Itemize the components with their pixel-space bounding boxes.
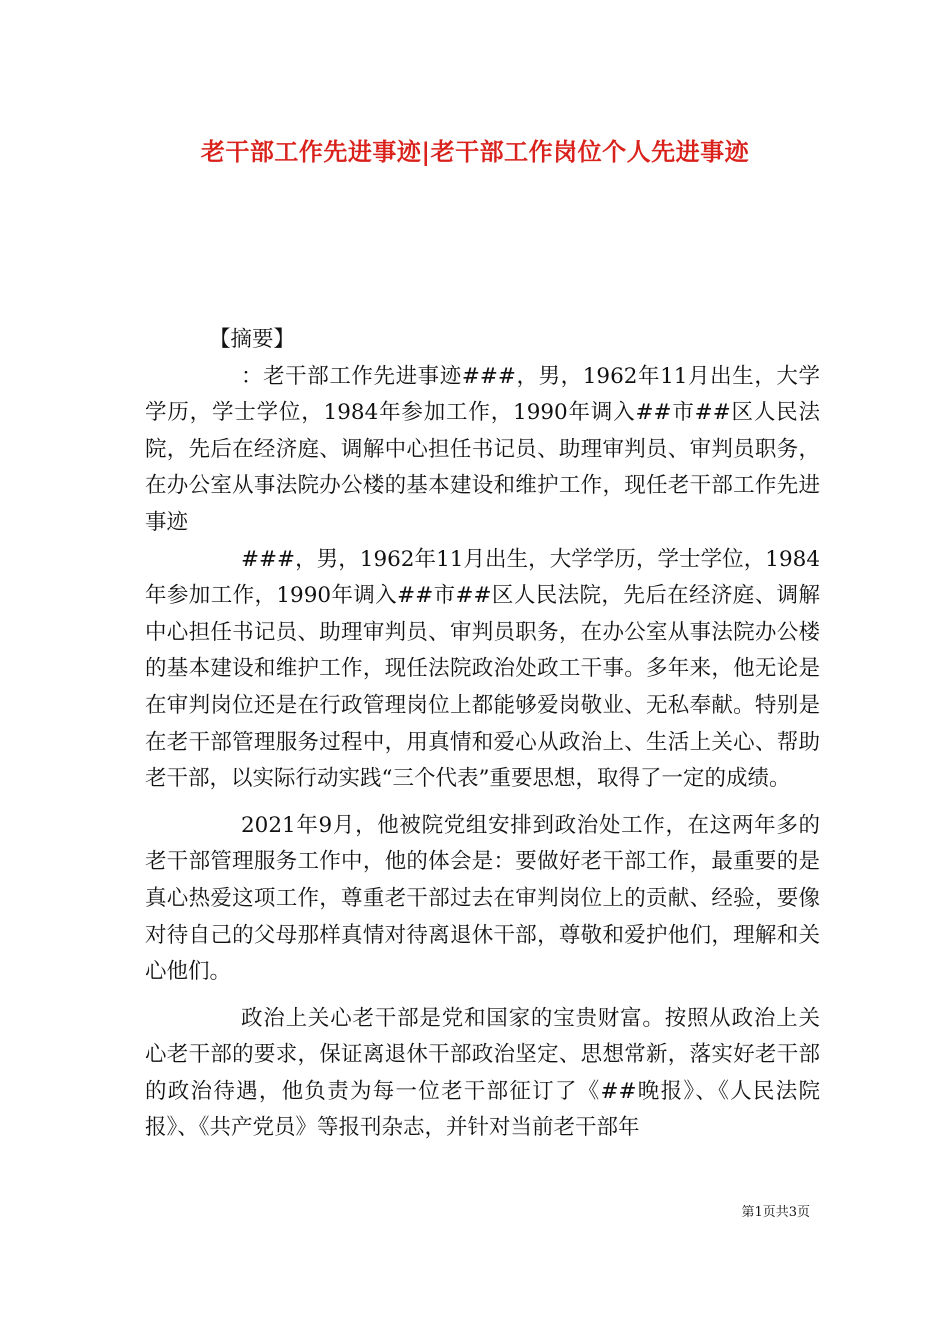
paragraph-4: 政治上关心老干部是党和国家的宝贵财富。按照从政治上关心老干部的要求，保证离退休干部政治坚定、思想常新，落实好老干部的政治待遇，他负责为每一位老干部征订了《##晚报》、《人民法院报》、《共产党员》等报刊杂志，并针对当前老干部年 [145,1005,820,1141]
paragraph-2: ###，男，1962年11月出生，大学学历，学士学位，1984年参加工作，1990年调入##市##区人民法院，先后在经济庭、调解中心担任书记员、助理审判员、审判员职务，在办公室从事法院办公楼的基本建设和维护工作，现任法院政治处政工干事。多年来，他无论是在审判岗位还是在行政管理岗位上都能够爱岗敬业、无私奉献。特别是在老干部管理服务过程中，用真情和爱心从政治上、生活上关心、帮助老干部，以实际行动实践“三个代表”重要思想，取得了一定的成绩。 [145,546,820,792]
paragraph-1: ：老干部工作先进事迹###，男，1962年11月出生，大学学历，学士学位，1984年参加工作，1990年调入##市##区人民法院，先后在经济庭、调解中心担任书记员、助理审判员、审判员职务，在办公室从事法院办公楼的基本建设和维护工作，现任老干部工作先进事迹 [145,363,820,535]
abstract-label: 【摘要】 [209,327,296,352]
page-number-footer: 第1页共3页 [741,1205,810,1220]
document-title: 老干部工作先进事迹|老干部工作岗位个人先进事迹 [200,137,750,166]
paragraph-3: 2021年9月，他被院党组安排到政治处工作，在这两年多的老干部管理服务工作中，他的体会是：要做好老干部工作，最重要的是真心热爱这项工作，尊重老干部过去在审判岗位上的贡献、经验，要像对待自己的父母那样真情对待离退休干部，尊敬和爱护他们，理解和关心他们。 [145,812,820,985]
document-body [145,322,820,1147]
